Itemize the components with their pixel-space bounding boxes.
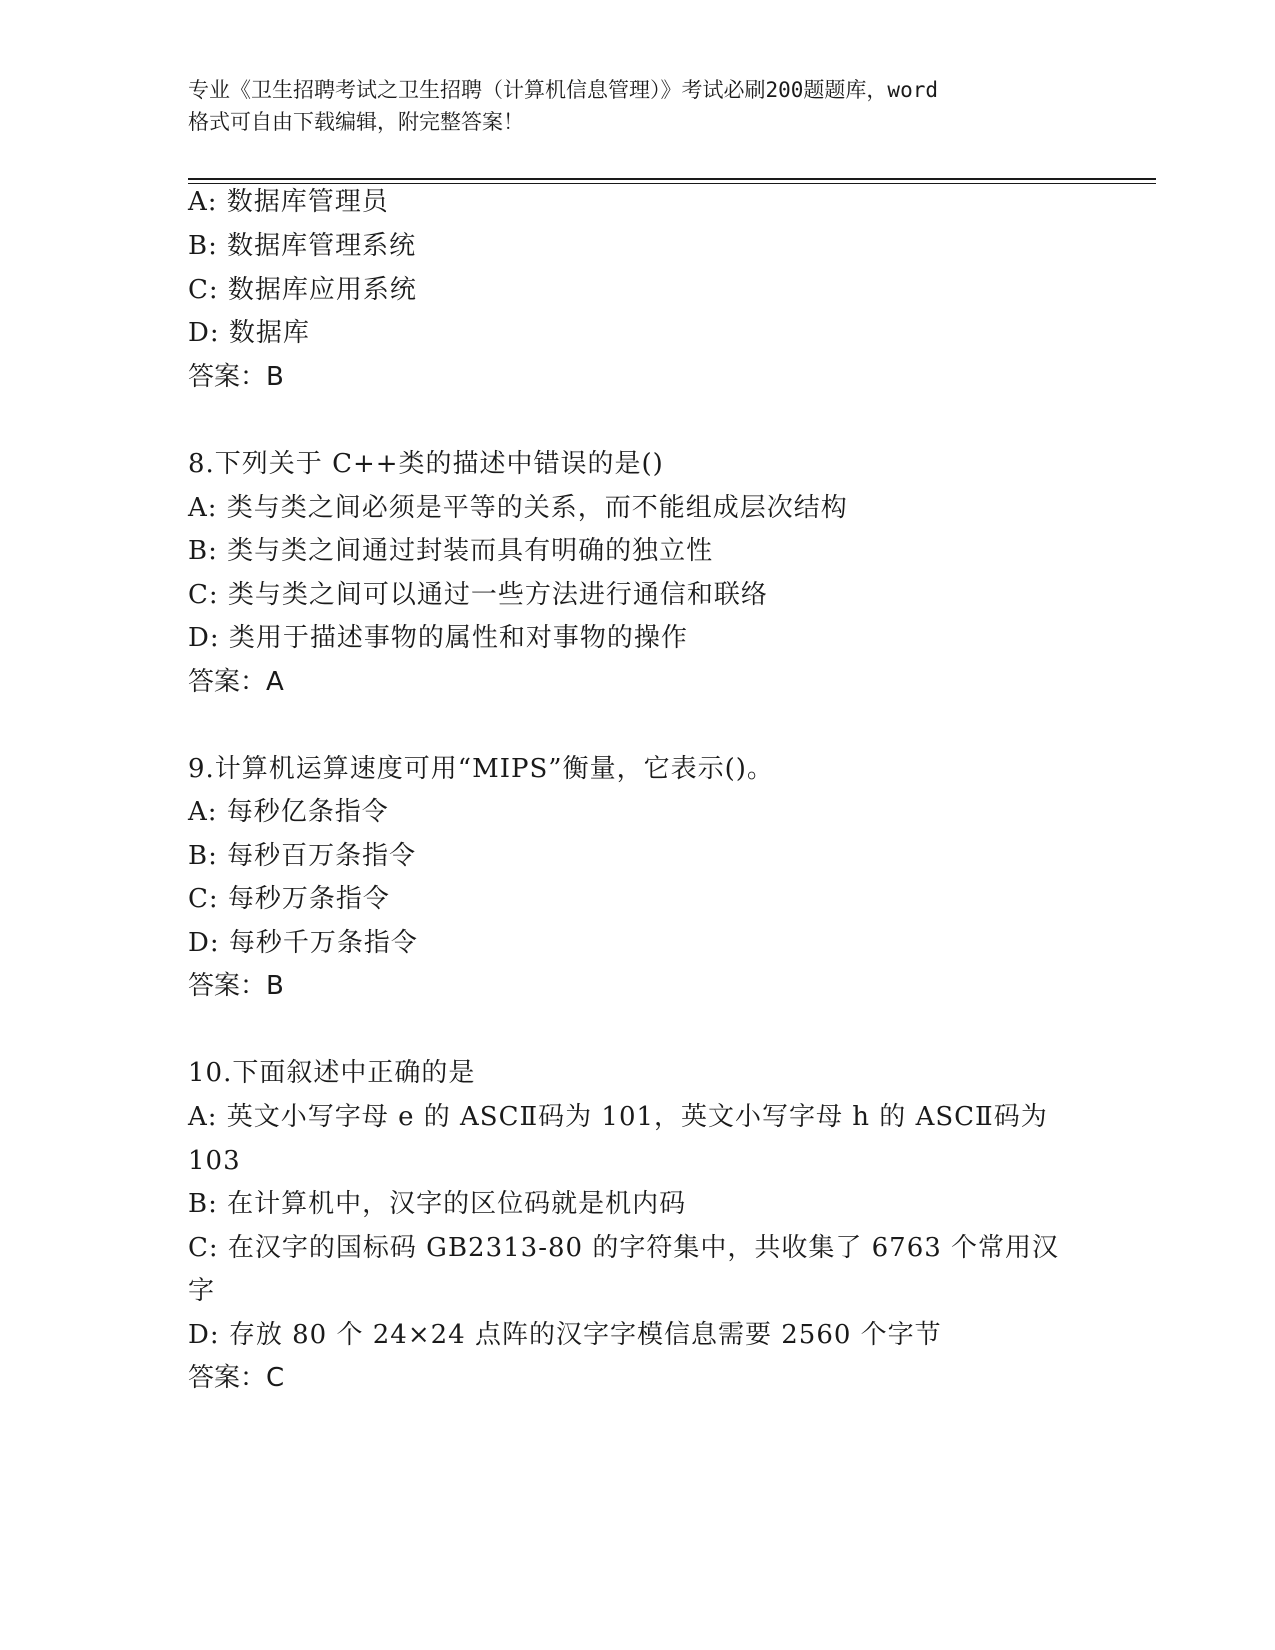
block0-option-a: A: 数据库管理员 xyxy=(188,187,389,217)
q10-option-a-line1: A: 英文小写字母 e 的 ASCⅡ码为 101，英文小写字母 h 的 ASCⅡ码为 xyxy=(188,1102,1048,1132)
q9-answer: 答案：B xyxy=(188,971,284,1001)
q10-option-c-line1: C: 在汉字的国标码 GB2313-80 的字符集中，共收集了 6763 个常用汉 xyxy=(188,1233,1060,1263)
q8-answer: 答案：A xyxy=(188,667,284,697)
q10-answer: 答案：C xyxy=(188,1363,285,1393)
header-divider-thin xyxy=(188,183,1156,184)
q9-option-c: C: 每秒万条指令 xyxy=(188,884,390,914)
block0-option-c: C: 数据库应用系统 xyxy=(188,275,417,305)
q8-option-c: C: 类与类之间可以通过一些方法进行通信和联络 xyxy=(188,580,768,610)
header-divider-thick xyxy=(188,178,1156,180)
q10-question: 10.下面叙述中正确的是 xyxy=(188,1058,476,1088)
q8-option-b: B: 类与类之间通过封装而具有明确的独立性 xyxy=(188,536,714,566)
q10-option-b: B: 在计算机中，汉字的区位码就是机内码 xyxy=(188,1189,687,1219)
q8-option-a: A: 类与类之间必须是平等的关系，而不能组成层次结构 xyxy=(188,493,848,523)
q9-option-d: D: 每秒千万条指令 xyxy=(188,928,418,958)
block0-answer: 答案：B xyxy=(188,362,284,392)
document-header xyxy=(188,74,1088,138)
header-line-2: 格式可自由下载编辑，附完整答案！ xyxy=(188,110,524,134)
q8-question: 8.下列关于 C++类的描述中错误的是() xyxy=(188,449,664,479)
block0-option-b: B: 数据库管理系统 xyxy=(188,231,417,261)
q9-option-b: B: 每秒百万条指令 xyxy=(188,841,417,871)
q10-option-d: D: 存放 80 个 24×24 点阵的汉字字模信息需要 2560 个字节 xyxy=(188,1320,942,1350)
q10-option-c-line2: 字 xyxy=(188,1276,216,1306)
q9-question: 9.计算机运算速度可用“MIPS”衡量，它表示()。 xyxy=(188,754,774,784)
q9-option-a: A: 每秒亿条指令 xyxy=(188,797,389,827)
q10-option-a-line2: 103 xyxy=(188,1146,241,1176)
q8-option-d: D: 类用于描述事物的属性和对事物的操作 xyxy=(188,623,688,653)
block0-option-d: D: 数据库 xyxy=(188,318,310,348)
header-line-1: 专业《卫生招聘考试之卫生招聘（计算机信息管理）》考试必刷200题题库，word xyxy=(188,78,938,102)
